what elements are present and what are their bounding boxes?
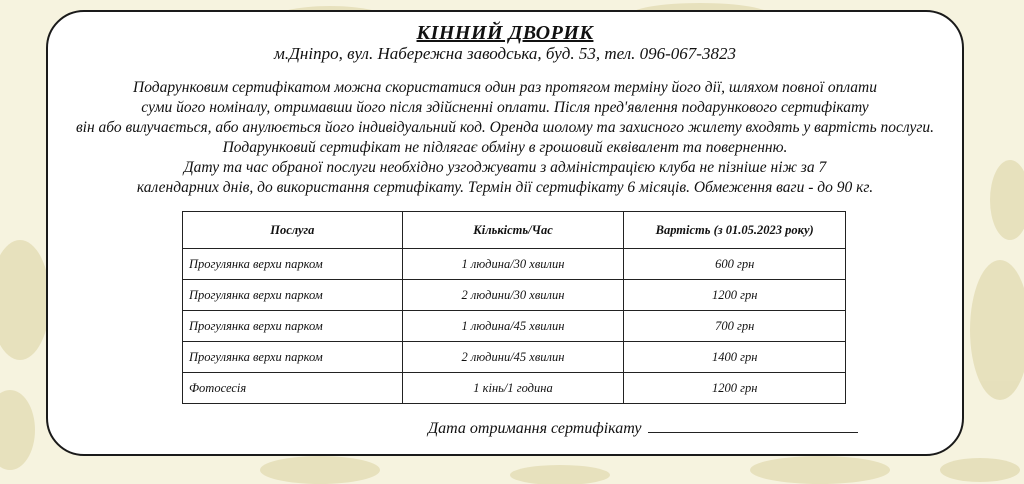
table-row [183, 311, 846, 342]
service-cell: Прогулянка верхи парком [183, 311, 403, 342]
quantity-cell: 1 людина/45 хвилин [402, 311, 624, 342]
table-header-row [183, 212, 846, 249]
terms-line: він або вилучається, або анулюється його індивідуальний код. Оренда шолому та захисного жилету входять у вартість послуги. [75, 119, 935, 136]
price-table [182, 211, 846, 404]
terms-line: Подарунковий сертифікат не підлягає обміну в грошовий еквівалент та поверненню. [222, 139, 788, 156]
price-cell: 1200 грн [624, 280, 846, 311]
quantity-cell: 1 людина/30 хвилин [402, 249, 624, 280]
terms-line: суми його номіналу, отримавши його після здійсненні оплати. Після пред'явлення подарункового сертифікату [141, 99, 869, 116]
quantity-cell: 2 людини/45 хвилин [402, 342, 624, 373]
table-row [183, 249, 846, 280]
table-row [183, 373, 846, 404]
terms-line: календарних днів, до використання сертифікату. Термін дії сертифікату 6 місяців. Обмеження ваги - до 90 кг. [136, 179, 874, 196]
price-cell: 1400 грн [624, 342, 846, 373]
price-cell: 600 грн [624, 249, 846, 280]
service-cell: Прогулянка верхи парком [183, 249, 403, 280]
quantity-cell: 1 кінь/1 година [402, 373, 624, 404]
date-label: Дата отримання сертифікату [428, 420, 642, 437]
terms-paragraph [48, 78, 962, 198]
quantity-cell: 2 людини/30 хвилин [402, 280, 624, 311]
date-signature-field [648, 416, 858, 433]
terms-line: Дату та час обраної послуги необхідно узгоджувати з адміністрацією клуба не пізніше ніж за 7 [183, 159, 827, 176]
service-cell: Прогулянка верхи парком [183, 342, 403, 373]
price-cell: 1200 грн [624, 373, 846, 404]
certificate-card [46, 10, 964, 456]
page-title: КІННИЙ ДВОРИК [416, 22, 594, 44]
column-header-quantity: Кількість/Час [402, 212, 624, 249]
service-cell: Прогулянка верхи парком [183, 280, 403, 311]
price-cell: 700 грн [624, 311, 846, 342]
column-header-service: Послуга [183, 212, 403, 249]
date-received-line [428, 416, 858, 438]
address-line: м.Дніпро, вул. Набережна заводська, буд. 53, тел. 096-067-3823 [274, 44, 736, 63]
table-row [183, 280, 846, 311]
terms-line: Подарунковим сертифікатом можна скористатися один раз протягом терміну його дії, шляхом повної оплати [133, 79, 877, 96]
table-row [183, 342, 846, 373]
column-header-price: Вартість (з 01.05.2023 року) [624, 212, 846, 249]
service-cell: Фотосесія [183, 373, 403, 404]
